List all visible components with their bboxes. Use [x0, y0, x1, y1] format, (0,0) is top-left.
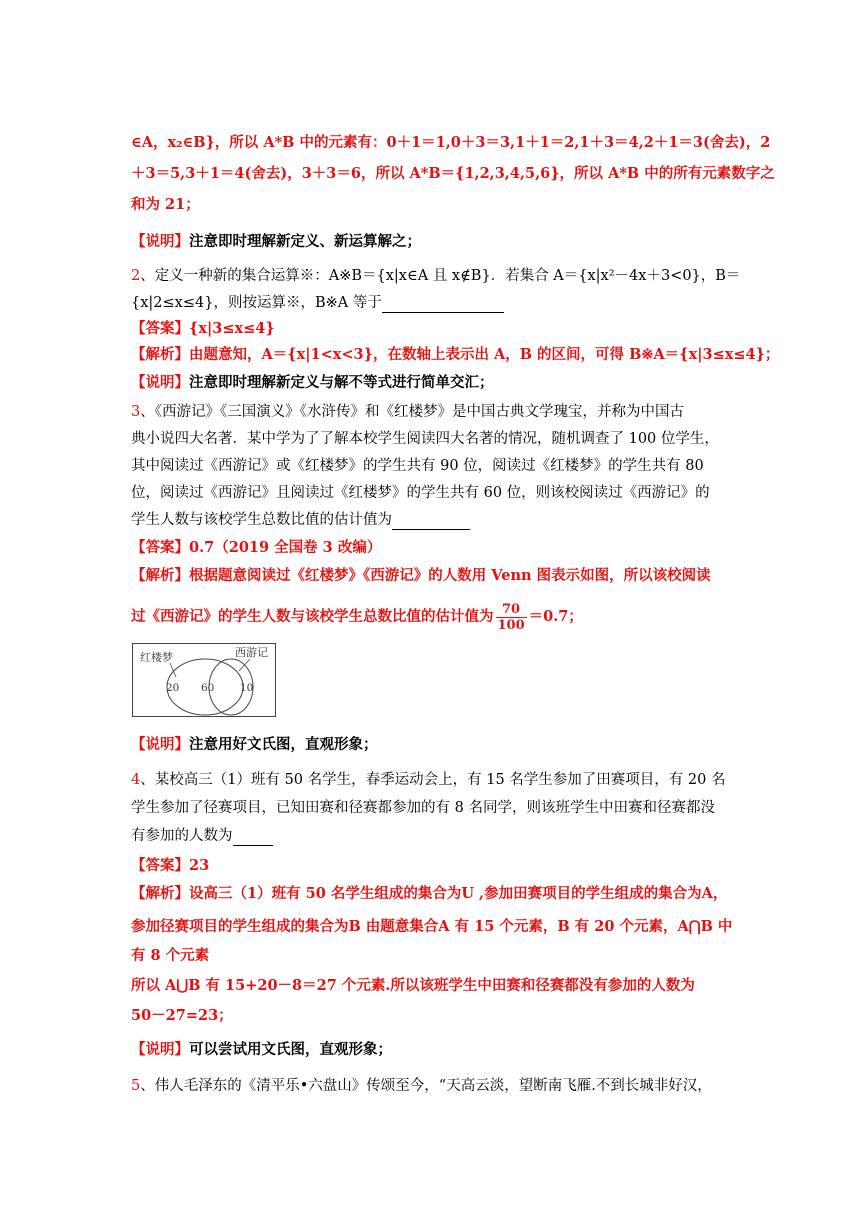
- analysis-text: 根据题意阅读过《红楼梦》《西游记》的人数用 Venn 图表示如图，所以该校阅读: [189, 567, 711, 584]
- question-number: 5: [131, 1078, 141, 1094]
- question-text: {x|2≤x≤4}，则按运算※，B※A 等于: [131, 295, 382, 311]
- solution-line: ∈A，x₂∈B}，所以 A*B 中的元素有：0＋1＝1,0＋3＝3,1＋1＝2,1＋3＝4,2＋1＝3(舍去)，2: [131, 134, 771, 151]
- answer-tag: 【答案】: [131, 857, 189, 874]
- solution-line: ＋3＝5,3＋1＝4(舍去)，3＋3＝6，所以 A*B＝{1,2,3,4,5,6}，所以 A*B 中的所有元素数字之: [131, 165, 775, 182]
- analysis-tag: 【解析】: [131, 567, 189, 584]
- question-line: [131, 1076, 731, 1096]
- note-tag: 【说明】: [131, 1041, 189, 1058]
- solution-line: 和为 21；: [131, 196, 200, 213]
- analysis-line: [131, 345, 780, 365]
- note-line: [131, 232, 731, 252]
- question-line: [131, 510, 731, 530]
- analysis-tag: 【解析】: [131, 346, 189, 363]
- answer-line: [131, 856, 731, 876]
- venn-diagram: [132, 643, 276, 717]
- question-line: [131, 266, 741, 286]
- fraction: [496, 602, 527, 633]
- note-tag: 【说明】: [131, 736, 189, 753]
- note-tag: 【说明】: [131, 374, 189, 391]
- analysis-text: 设高三（1）班有 50 名学生组成的集合为U ,参加田赛项目的学生组成的集合为A，: [189, 885, 728, 902]
- analysis-text: 由题意知，A＝{x|1<x<3}，在数轴上表示出 A，B 的区间，可得 B※A＝{x|3≤x≤4}；: [189, 346, 780, 363]
- answer-line: [131, 319, 731, 339]
- question-line: 学生参加了径赛项目，已知田赛和径赛都参加的有 8 名同学，则该班学生中田赛和径赛都没: [131, 800, 715, 816]
- note-line: [131, 1040, 731, 1060]
- question-number: 3: [131, 404, 141, 420]
- analysis-line: [131, 566, 731, 586]
- answer-tag: 【答案】: [131, 539, 189, 556]
- answer-blank: [382, 298, 504, 313]
- question-number: 2: [131, 268, 141, 284]
- venn-value-right: 10: [240, 682, 254, 694]
- answer-blank: [392, 515, 470, 530]
- venn-value-middle: 60: [201, 682, 215, 694]
- question-text: 、伟人毛泽东的《清平乐•六盘山》传颂至今，“天高云淡，望断南飞雁.不到长城非好汉，: [140, 1078, 712, 1094]
- note-text: 注意用好文氏图，直观形象；: [189, 736, 378, 753]
- note-text: 可以尝试用文氏图，直观形象；: [189, 1041, 392, 1058]
- question-line: 典小说四大名著．某中学为了了解本校学生阅读四大名著的情况，随机调查了 100 位学生，: [131, 431, 719, 447]
- analysis-text: ＝0.7；: [528, 608, 583, 625]
- note-text: 注意即时理解新定义与解不等式进行简单交汇；: [189, 374, 494, 391]
- analysis-line: 50－27=23；: [131, 1007, 233, 1024]
- question-line: 其中阅读过《西游记》或《红楼梦》的学生共有 90 位，阅读过《红楼梦》的学生共有 80: [131, 458, 704, 474]
- question-line: [131, 826, 731, 846]
- answer-text: 0.7（2019 全国卷 3 改编）: [189, 539, 382, 556]
- question-line: [131, 293, 731, 313]
- question-line: [131, 402, 731, 422]
- question-text: 、《西游记》《三国演义》《水浒传》和《红楼梦》是中国古典文学瑰宝，并称为中国古: [140, 404, 684, 420]
- answer-line: [131, 538, 731, 558]
- question-line: [131, 770, 731, 790]
- answer-text: {x|3≤x≤4}: [189, 320, 275, 337]
- question-text: 、某校高三（1）班有 50 名学生，春季运动会上，有 15 名学生参加了田赛项目，有 20 名: [140, 772, 726, 788]
- analysis-text: 过《西游记》的学生人数与该校学生总数比值的估计值为: [131, 608, 494, 625]
- fraction-denominator: 100: [497, 617, 525, 633]
- venn-label-right: 西游记: [235, 646, 268, 659]
- answer-tag: 【答案】: [131, 320, 189, 337]
- venn-value-left: 20: [166, 682, 180, 694]
- analysis-line: 参加径赛项目的学生组成的集合为B 由题意集合A 有 15 个元素，B 有 20 个元素，A⋂B 中: [131, 918, 733, 935]
- answer-blank: [233, 831, 273, 846]
- note-line: [131, 735, 731, 755]
- question-number: 4: [131, 772, 141, 788]
- question-text: 、定义一种新的集合运算※：A※B＝{x|x∈A 且 x∉B}．若集合 A＝{x|x²－4x＋3<0}，B＝: [140, 268, 741, 284]
- analysis-line: [131, 884, 731, 904]
- fraction-numerator: 70: [496, 602, 527, 618]
- question-text: 学生人数与该校学生总数比值的估计值为: [131, 512, 392, 528]
- question-line: 位，阅读过《西游记》且阅读过《红楼梦》的学生共有 60 位，则该校阅读过《西游记》的: [131, 485, 710, 501]
- note-tag: 【说明】: [131, 233, 189, 250]
- analysis-line: [131, 597, 731, 637]
- note-text: 注意即时理解新定义、新运算解之；: [189, 233, 421, 250]
- analysis-line: 有 8 个元素: [131, 947, 210, 964]
- question-text: 有参加的人数为: [131, 828, 233, 844]
- venn-label-left: 红楼梦: [140, 651, 173, 664]
- answer-text: 23: [189, 857, 210, 874]
- note-line: [131, 373, 731, 393]
- analysis-tag: 【解析】: [131, 885, 189, 902]
- analysis-line: 所以 A⋃B 有 15+20－8＝27 个元素.所以该班学生中田赛和径赛都没有参加的人数为: [131, 977, 695, 994]
